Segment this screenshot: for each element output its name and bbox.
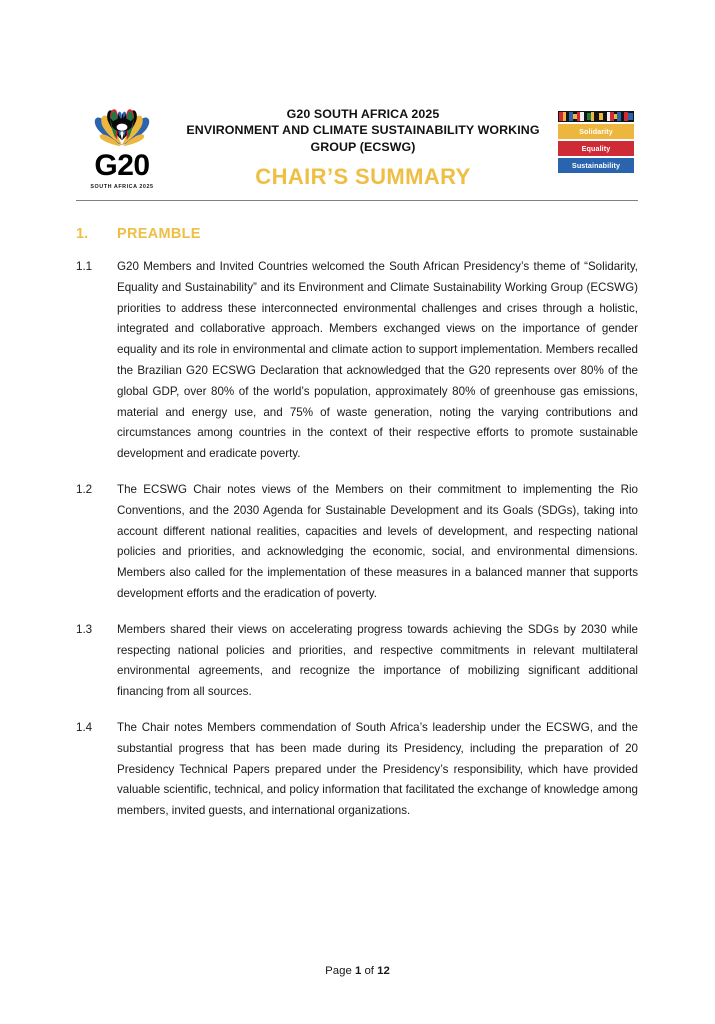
g20-logo (76, 100, 168, 190)
header-divider (76, 200, 638, 201)
paragraph-1-3 (76, 620, 638, 703)
theme-badge-solidarity-label: Solidarity (579, 127, 613, 136)
header-title-line-1: G20 SOUTH AFRICA 2025 (286, 107, 440, 121)
theme-badge-equality-label: Equality (581, 144, 611, 153)
paragraph-number: 1.3 (76, 622, 93, 636)
paragraph-1-2 (76, 480, 638, 605)
theme-badge-sustainability (558, 158, 634, 173)
header-title-line-2: ENVIRONMENT AND CLIMATE SUSTAINABILITY WORKING (186, 123, 540, 138)
theme-badge-solidarity (558, 124, 634, 139)
paragraph-text: G20 Members and Invited Countries welcomed the South African Presidency’s theme of “Solidarity, Equality and Sustainability” and its Environment and Climate Sustainability Working Group (ECSWG) priorities to address these interconnected environmental challenges and crises through a holistic, integrated and collaborative approach. Members exchanged views on the importance of gender equality and its role in environmental and climate action to support implementation. Members recalled the Brazilian G20 ECSWG Declaration that acknowledged that the G20 represents over 80% of the global GDP, over 80% of the world’s population, approximately 80% of greenhouse gas emissions, material and energy use, and 75% of waste generation, noting the varying contributions and circumstances among countries in the context of their respective efforts to promote sustainable development and eradicate poverty. (117, 260, 638, 461)
footer-total-pages: 12 (377, 965, 390, 977)
document-header (76, 100, 638, 192)
paragraph-number: 1.4 (76, 720, 93, 734)
paragraph-text: The ECSWG Chair notes views of the Members on their commitment to implementing the Rio Conventions, and the 2030 Agenda for Sustainable Development and its Goals (SDGs), taking into account different national realities, capacities and levels of development, and respecting national policies and priorities, and acknowledging the economic, social, and environmental dimensions. Members also called for the implementation of these measures in a balanced manner that supports development efforts and the eradication of poverty. (117, 482, 638, 600)
section-number: 1. (76, 226, 89, 242)
paragraph-number: 1.1 (76, 260, 93, 273)
footer-middle: of (361, 965, 378, 977)
document-body (76, 226, 638, 837)
g20-logo-subtitle: SOUTH AFRICA 2025 (90, 184, 154, 190)
page-footer (0, 965, 715, 977)
g20-wordmark: G20 (94, 149, 150, 182)
paragraph-number: 1.2 (76, 482, 93, 496)
theme-badge-block (558, 100, 638, 173)
header-title-block (168, 100, 558, 190)
paragraph-text: Members shared their views on accelerating progress towards achieving the SDGs by 2030 while respecting national policies and priorities, and respective commitments in relevant multilateral environmental agreements, and recognize the importance of mobilizing significant additional financing from all sources. (117, 622, 638, 699)
header-title-line-3: GROUP (ECSWG) (310, 139, 416, 154)
g20-protea-logo-icon (86, 102, 158, 150)
document-title: CHAIR’S SUMMARY (255, 164, 471, 190)
beadwork-pattern-icon (558, 111, 634, 122)
footer-current-page: 1 (354, 965, 362, 977)
paragraph-1-1 (76, 257, 638, 465)
section-title: PREAMBLE (117, 226, 201, 242)
section-heading-preamble (76, 226, 638, 242)
paragraph-text: The Chair notes Members commendation of South Africa’s leadership under the ECSWG, and the substantial progress that has been made during its Presidency, including the preparation of 20 Presidency Technical Papers prepared under the Presidency’s responsibility, which have provided valuable scientific, technical, and policy information that facilitated the exchange of knowledge among members, invited guests, and international organizations. (117, 720, 638, 818)
footer-prefix: Page (325, 965, 355, 977)
theme-badge-equality (558, 141, 634, 156)
paragraph-1-4 (76, 718, 638, 822)
theme-badge-sustainability-label: Sustainability (571, 161, 621, 170)
